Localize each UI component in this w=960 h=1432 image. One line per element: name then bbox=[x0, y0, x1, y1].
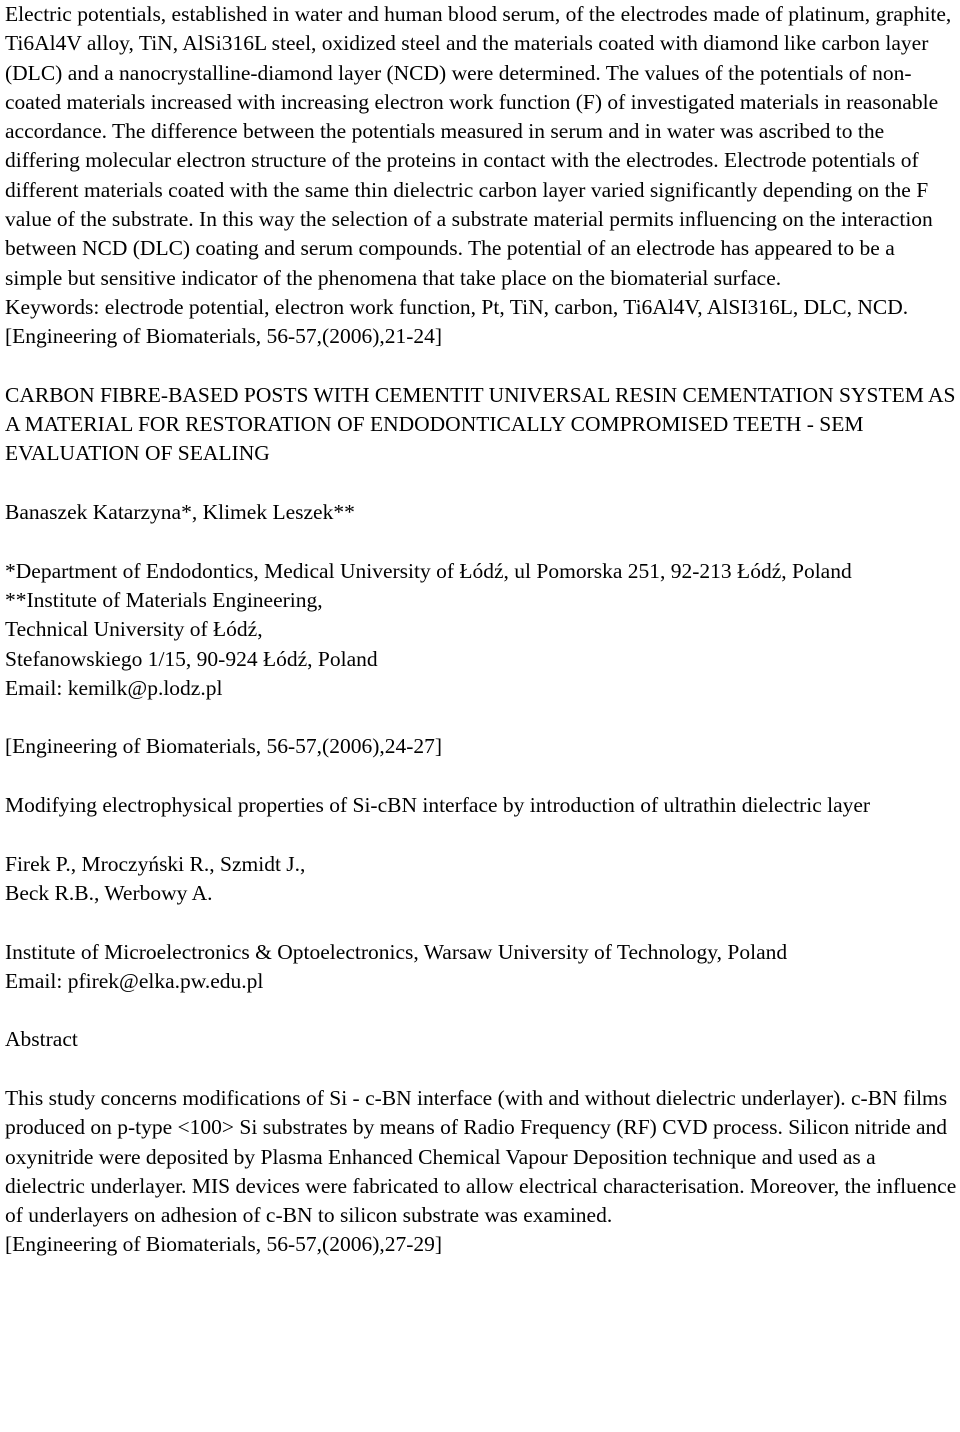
article3-email: Email: pfirek@elka.pw.edu.pl bbox=[5, 968, 264, 993]
article1-keywords: Keywords: electrode potential, electron work function, Pt, TiN, carbon, Ti6Al4V, AlSI316L, DLC, NCD. bbox=[5, 294, 909, 319]
spacer bbox=[5, 469, 957, 498]
article2-affiliation-1: *Department of Endodontics, Medical University of Łódź, ul Pomorska 251, 92-213 Łódź, Poland bbox=[5, 558, 852, 583]
article2-citation: [Engineering of Biomaterials, 56-57,(2006),24-27] bbox=[5, 734, 443, 759]
article2-affiliation-4: Stefanowskiego 1/15, 90-924 Łódź, Poland bbox=[5, 646, 378, 671]
spacer bbox=[5, 1055, 957, 1084]
article2-authors: Banaszek Katarzyna*, Klimek Leszek** bbox=[5, 500, 355, 525]
article2-affiliation-3: Technical University of Łódź, bbox=[5, 617, 263, 642]
spacer bbox=[5, 703, 957, 732]
spacer bbox=[5, 762, 957, 791]
article3-abstract-text: This study concerns modifications of Si - c-BN interface (with and without dielectric underlayer). c-BN films produced on p-type <100> Si substrates by means of Radio Frequency (RF) CVD process. Silicon nitride and oxynitride were deposited by Plasma Enhanced Chemical Vapour Deposition technique and used as a dielectric underlayer. MIS devices were fabricated to allow electrical characterisation. Moreover, the influence of underlayers on adhesion of c-BN to silicon substrate was examined. bbox=[5, 1085, 957, 1228]
spacer bbox=[5, 527, 957, 556]
article2-affiliation-2: **Institute of Materials Engineering, bbox=[5, 587, 323, 612]
article3-authors-1: Firek P., Mroczyński R., Szmidt J., bbox=[5, 851, 306, 876]
article1-abstract: Electric potentials, established in water and human blood serum, of the electrodes made of platinum, graphite, Ti6Al4V alloy, TiN, AlSi316L steel, oxidized steel and the materials coated with diamond like carbon layer (DLC) and a nanocrystalline-diamond layer (NCD) were determined. The values of the potentials of non-coated materials increased with increasing electron work function (F) of investigated materials in reasonable accordance. The difference between the potentials measured in serum and in water was ascribed to the differing molecular electron structure of the proteins in contact with the electrodes. Electrode potentials of different materials coated with the same thin dielectric carbon layer varied significantly depending on the F value of the substrate. In this way the selection of a substrate material permits influencing on the interaction between NCD (DLC) coating and serum compounds. The potential of an electrode has appeared to be a simple but sensitive indicator of the phenomena that take place on the biomaterial surface. bbox=[5, 2, 952, 290]
spacer bbox=[5, 908, 957, 937]
spacer bbox=[5, 820, 957, 849]
document-page bbox=[5, 0, 957, 1260]
article3-authors-2: Beck R.B., Werbowy A. bbox=[5, 880, 213, 905]
article3-citation: [Engineering of Biomaterials, 56-57,(2006),27-29] bbox=[5, 1232, 443, 1257]
article1-citation: [Engineering of Biomaterials, 56-57,(2006),21-24] bbox=[5, 324, 443, 349]
spacer bbox=[5, 996, 957, 1025]
article3-abstract-heading: Abstract bbox=[5, 1027, 78, 1052]
article3-affiliation: Institute of Microelectronics & Optoelectronics, Warsaw University of Technology, Poland bbox=[5, 939, 788, 964]
article2-title: CARBON FIBRE-BASED POSTS WITH CEMENTIT UNIVERSAL RESIN CEMENTATION SYSTEM AS A MATERIAL FOR RESTORATION OF ENDODONTICALLY COMPROMISED TEETH - SEM EVALUATION OF SEALING bbox=[5, 382, 956, 466]
spacer bbox=[5, 352, 957, 381]
article2-email: Email: kemilk@p.lodz.pl bbox=[5, 675, 223, 700]
article3-title: Modifying electrophysical properties of Si-cBN interface by introduction of ultrathin dielectric layer bbox=[5, 793, 871, 818]
